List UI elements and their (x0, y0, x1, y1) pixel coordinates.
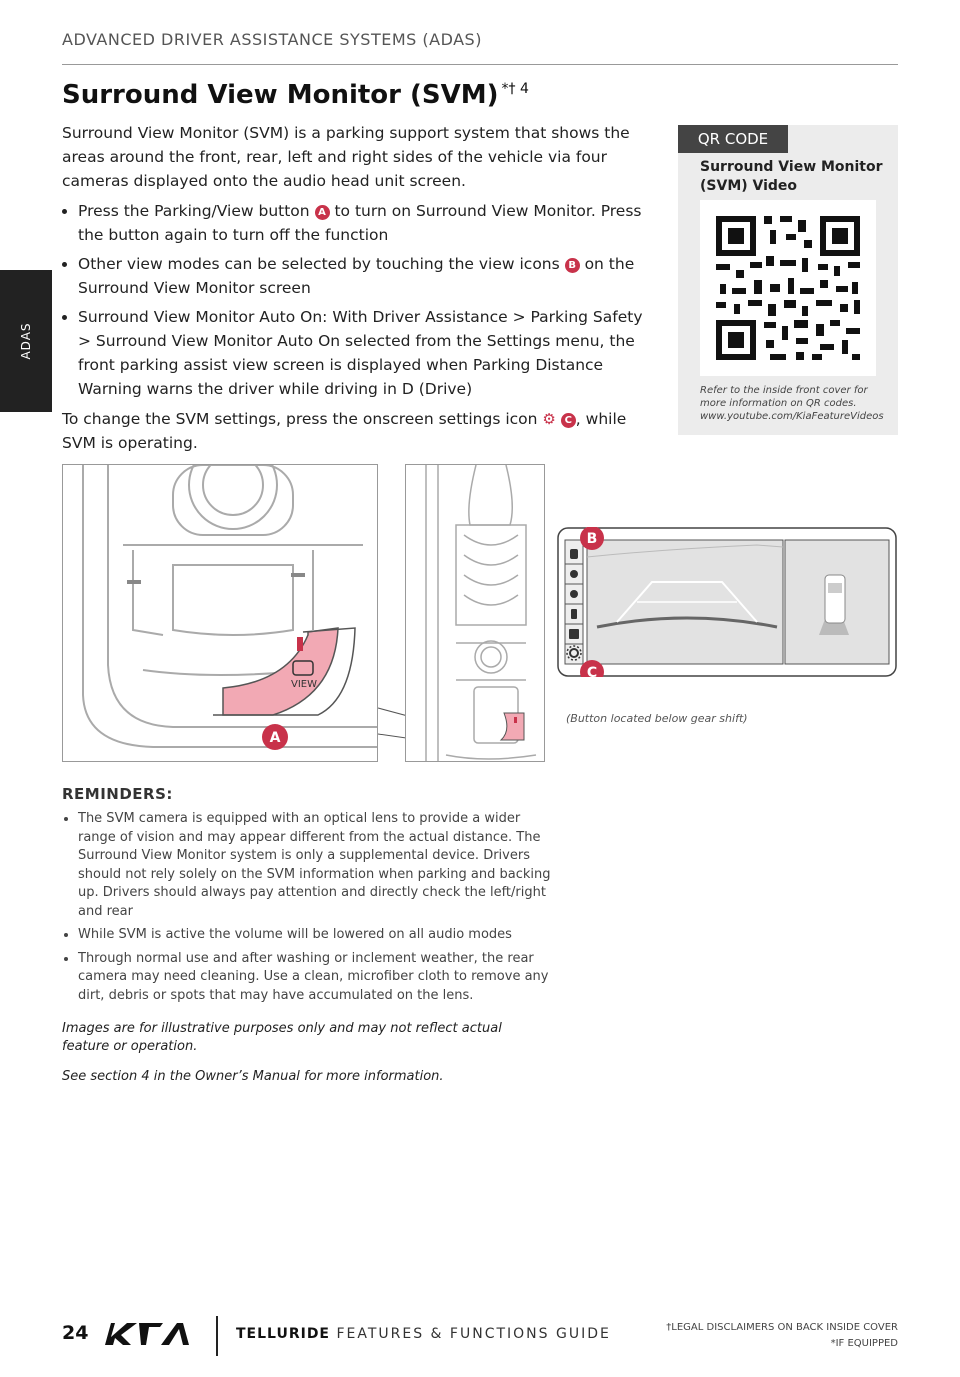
intro-bullets (62, 199, 652, 401)
side-tab-label: ADAS (19, 322, 33, 360)
section-header: ADVANCED DRIVER ASSISTANCE SYSTEMS (ADAS) (62, 30, 482, 49)
callout-a-marker (262, 724, 288, 750)
console-closeup-figure (62, 464, 378, 762)
svg-text:A: A (269, 730, 281, 746)
model-name: TELLURIDE (236, 1326, 330, 1342)
reminder-item: • While SVM is active the volume will be lowered on all audio modes (78, 926, 562, 945)
page-title (62, 80, 529, 110)
bullet-view-icons: • Other view modes can be selected by touching the view icons B on the Surround View Monitor screen (78, 252, 652, 300)
side-tab (0, 270, 52, 412)
page-number: 24 (62, 1322, 89, 1344)
callout-c-icon: C (561, 413, 576, 428)
qr-code-image[interactable] (700, 200, 876, 376)
settings-paragraph: To change the SVM settings, press the onscreen settings icon ⚙ C , while SVM is operating. (62, 410, 627, 452)
header-divider (62, 64, 898, 65)
callout-b-marker (580, 527, 604, 550)
qr-label: QR CODE (678, 125, 788, 153)
svg-text:C: C (586, 665, 598, 677)
disclaimer (62, 1020, 532, 1098)
reminder-item: • The SVM camera is equipped with an optical lens to provide a wider range of vision and may appear different from the actual distance. The Surround View Monitor system is only a supplemental device. Drivers should not rely solely on the SVM information when parking and backing up. Drivers should always pay attention and directly check the left/right and rear (78, 810, 562, 921)
gear-icon: ⚙ (542, 410, 556, 428)
svg-text:B: B (586, 531, 598, 547)
legal-disclaimer: †LEGAL DISCLAIMERS ON BACK INSIDE COVER (666, 1322, 898, 1333)
guide-name: FEATURES & FUNCTIONS GUIDE (336, 1326, 611, 1342)
reminders-list (62, 810, 562, 1010)
title-marks: *† 4 (501, 81, 529, 98)
illustrative-note: Images are for illustrative purposes only and may not reflect actual feature or operation. (62, 1021, 502, 1054)
console-overview-figure (405, 464, 545, 762)
svm-screen-figure (557, 527, 897, 677)
kia-logo (103, 1321, 198, 1347)
view-button-label: VIEW (291, 679, 317, 690)
footer-guide-title (236, 1326, 611, 1342)
intro-section (62, 121, 652, 455)
legal-notes (666, 1320, 898, 1352)
bullet-view-button: • Press the Parking/View button A to turn on Surround View Monitor. Press the button again to turn off the function (78, 199, 652, 247)
reminder-item: • Through normal use and after washing or inclement weather, the rear camera may need cleaning. Use a clean, microfiber cloth to remove any dirt, debris or spots that may have accumulated on the lens. (78, 950, 562, 1006)
qr-title: Surround View Monitor (SVM) Video (700, 159, 883, 194)
intro-paragraph: Surround View Monitor (SVM) is a parking support system that shows the areas around the front, rear, left and right sides of the vehicle via four cameras displayed onto the audio head unit screen. (62, 124, 630, 190)
figure-caption: (Button located below gear shift) (566, 712, 748, 725)
owners-manual-note: See section 4 in the Owner’s Manual for more information. (62, 1069, 444, 1084)
callout-b-icon: B (565, 258, 580, 273)
if-equipped-note: *IF EQUIPPED (830, 1338, 898, 1349)
bullet-auto-on: • Surround View Monitor Auto On: With Driver Assistance > Parking Safety > Surround View Monitor Auto On selected from the Settings menu, the front parking assist view screen is displayed when Parking Distance Warning warns the driver while driving in D (Drive) (78, 305, 652, 401)
title-text: Surround View Monitor (SVM) (62, 80, 499, 110)
footer-divider (216, 1316, 218, 1356)
qr-note: Refer to the inside front cover for more information on QR codes. www.youtube.com/KiaFeatureVideos (700, 385, 884, 422)
callout-a-icon: A (315, 205, 330, 220)
reminders-title: REMINDERS: (62, 785, 173, 803)
